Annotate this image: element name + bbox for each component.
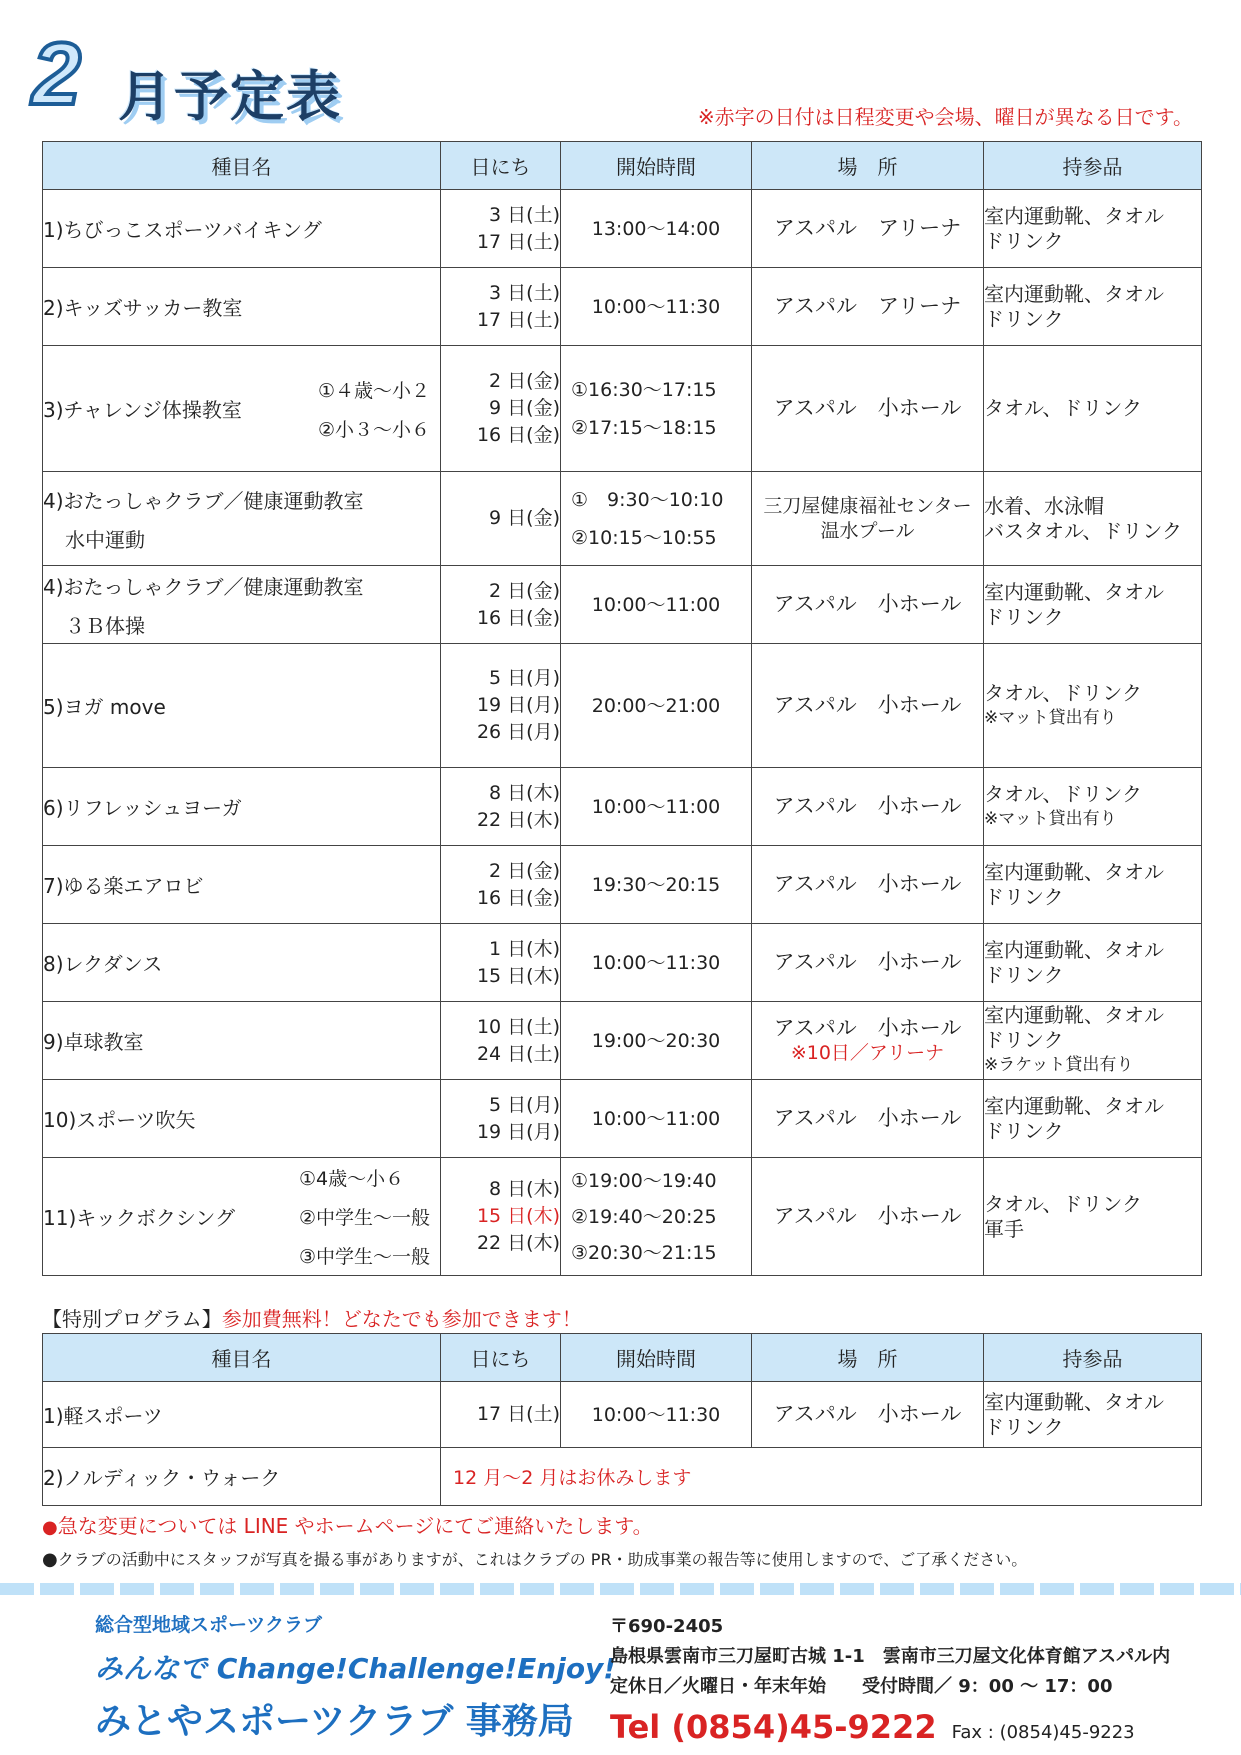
item-note: ※ラケット貸出有り bbox=[984, 1055, 1134, 1075]
date: 8 日(木) bbox=[489, 1178, 560, 1200]
items-cell bbox=[984, 1158, 1202, 1276]
date: 5 日(月) bbox=[489, 1093, 560, 1116]
item-note: ※マット貸出有り bbox=[984, 808, 1117, 829]
table-row bbox=[43, 566, 1202, 644]
items-cell bbox=[984, 472, 1202, 566]
dates-cell bbox=[441, 644, 561, 768]
time-slot: ②17:15～18:15 bbox=[571, 416, 717, 439]
postal-code: 〒690-2405 bbox=[610, 1616, 724, 1637]
table-row bbox=[43, 1080, 1202, 1158]
header-dates: 日にち bbox=[441, 142, 561, 190]
time-slot: ①19:00～19:40 bbox=[571, 1169, 717, 1192]
place-cell: アスパル アリーナ bbox=[752, 268, 984, 346]
date: 5 日(月) bbox=[489, 667, 560, 689]
dates-cell bbox=[441, 472, 561, 566]
time-cell: 19:30～20:15 bbox=[561, 846, 752, 924]
item-line: 室内運動靴、タオル bbox=[984, 1003, 1164, 1027]
time-cell bbox=[561, 346, 752, 472]
items-cell bbox=[984, 1382, 1202, 1448]
item-line: タオル、ドリンク bbox=[984, 680, 1142, 705]
age-group: ②中学生～一般 bbox=[298, 1207, 430, 1229]
dates-cell bbox=[441, 268, 561, 346]
bullet-icon: ● bbox=[42, 1549, 58, 1570]
dates-cell bbox=[441, 190, 561, 268]
item-line: バスタオル、ドリンク bbox=[984, 518, 1182, 543]
header-name: 種目名 bbox=[43, 1334, 441, 1382]
date: 15 日(木) bbox=[476, 964, 560, 987]
place-cell: アスパル 小ホール bbox=[752, 346, 984, 472]
club-type: 総合型地域スポーツクラブ bbox=[95, 1614, 323, 1636]
time-cell: 13:00～14:00 bbox=[561, 190, 752, 268]
items-cell bbox=[984, 268, 1202, 346]
place-line: 温水プール bbox=[820, 519, 915, 542]
program-name-cell bbox=[43, 1158, 441, 1276]
header-place: 場 所 bbox=[752, 1334, 984, 1382]
table-row bbox=[43, 268, 1202, 346]
note-photo-text: クラブの活動中にスタッフが写真を撮る事がありますが、これはクラブの PR・助成事業の報告等に使用しますので、ご了承ください。 bbox=[57, 1550, 1028, 1569]
table-row bbox=[43, 1448, 1202, 1506]
special-label-note: 参加費無料！どなたでも参加できます！ bbox=[221, 1307, 582, 1331]
time-cell: 10:00～11:00 bbox=[561, 566, 752, 644]
dates-cell bbox=[441, 1382, 561, 1448]
item-line: ドリンク bbox=[984, 604, 1064, 629]
time-cell: 10:00～11:30 bbox=[561, 924, 752, 1002]
table-row bbox=[43, 924, 1202, 1002]
time-slot: ① 9:30～10:10 bbox=[571, 488, 724, 511]
date: 2 日(金) bbox=[489, 859, 560, 882]
table-row bbox=[43, 190, 1202, 268]
table-row bbox=[43, 346, 1202, 472]
time-slot: ①16:30～17:15 bbox=[571, 378, 717, 401]
date: 19 日(月) bbox=[476, 694, 560, 716]
time-slot: ②19:40～20:25 bbox=[571, 1205, 717, 1228]
note-change-text: 急な変更については LINE やホームページにてご連絡いたします。 bbox=[57, 1514, 653, 1538]
date: 19 日(月) bbox=[476, 1120, 560, 1143]
program-name: 2)ノルディック・ウォーク bbox=[43, 1448, 441, 1506]
item-note: ※マット貸出有り bbox=[984, 707, 1117, 728]
place-cell bbox=[752, 472, 984, 566]
dates-cell bbox=[441, 346, 561, 472]
date: 3 日(土) bbox=[489, 281, 560, 304]
item-line: タオル、ドリンク bbox=[984, 781, 1142, 806]
place-cell: アスパル 小ホール bbox=[752, 566, 984, 644]
time-cell: 10:00～11:00 bbox=[561, 1080, 752, 1158]
time-cell bbox=[561, 472, 752, 566]
place-line: 三刀屋健康福祉センター bbox=[763, 494, 972, 517]
date: 17 日(土) bbox=[476, 230, 560, 253]
header-items: 持参品 bbox=[984, 1334, 1202, 1382]
place-cell: アスパル 小ホール bbox=[752, 768, 984, 846]
date: 3 日(土) bbox=[489, 203, 560, 226]
program-name-cell bbox=[43, 566, 441, 644]
date: 16 日(金) bbox=[476, 606, 560, 629]
header-dates: 日にち bbox=[441, 1334, 561, 1382]
title-month-number: 2 bbox=[32, 24, 81, 123]
date: 24 日(土) bbox=[476, 1042, 560, 1065]
page-title: 月予定表 bbox=[118, 65, 342, 128]
program-note: 12 月～2 月はお休みします bbox=[441, 1448, 1202, 1506]
special-label-title: 【特別プログラム】 bbox=[42, 1307, 222, 1331]
special-program-table bbox=[42, 1333, 1202, 1506]
slogan: みんなで Change!Challenge!Enjoy! bbox=[95, 1652, 617, 1685]
item-line: タオル、ドリンク bbox=[984, 1191, 1142, 1216]
program-name: 7)ゆる楽エアロビ bbox=[43, 846, 441, 924]
item-line: ドリンク bbox=[984, 306, 1064, 331]
address: 島根県雲南市三刀屋町古城 1-1 雲南市三刀屋文化体育館アスパル内 bbox=[610, 1646, 1171, 1667]
program-name: 6)リフレッシュヨーガ bbox=[43, 768, 441, 846]
office-name: みとやスポーツクラブ 事務局 bbox=[95, 1701, 574, 1742]
table-row bbox=[43, 846, 1202, 924]
place-cell: アスパル 小ホール bbox=[752, 924, 984, 1002]
table-row bbox=[43, 644, 1202, 768]
date: 17 日(土) bbox=[476, 1403, 560, 1425]
program-name: 1)軽スポーツ bbox=[43, 1382, 441, 1448]
item-line: 水着、水泳帽 bbox=[984, 493, 1104, 518]
time-cell: 20:00～21:00 bbox=[561, 644, 752, 768]
date-changed: 15 日(木) bbox=[476, 1205, 560, 1227]
place-cell: アスパル 小ホール bbox=[752, 846, 984, 924]
date: 8 日(木) bbox=[489, 781, 560, 804]
items-cell bbox=[984, 768, 1202, 846]
item-line: 室内運動靴、タオル bbox=[984, 937, 1164, 962]
item-line: ドリンク bbox=[984, 884, 1064, 909]
program-name: 8)レクダンス bbox=[43, 924, 441, 1002]
place-cell: アスパル アリーナ bbox=[752, 190, 984, 268]
dates-cell bbox=[441, 924, 561, 1002]
item-line: ドリンク bbox=[984, 962, 1064, 987]
date: 22 日(木) bbox=[476, 808, 560, 831]
time-cell: 10:00～11:30 bbox=[561, 1382, 752, 1448]
item-line: 室内運動靴、タオル bbox=[984, 1389, 1164, 1414]
time-slot: ③20:30～21:15 bbox=[571, 1241, 717, 1264]
program-name: 5)ヨガ move bbox=[43, 644, 441, 768]
table-row bbox=[43, 472, 1202, 566]
dates-cell bbox=[441, 566, 561, 644]
time-cell: 10:00～11:30 bbox=[561, 268, 752, 346]
items-cell bbox=[984, 190, 1202, 268]
header-time: 開始時間 bbox=[561, 1334, 752, 1382]
dates-cell bbox=[441, 768, 561, 846]
program-name: 9)卓球教室 bbox=[43, 1002, 441, 1080]
program-name: 4)おたっしゃクラブ／健康運動教室 bbox=[43, 574, 364, 599]
note-photo bbox=[42, 1547, 1027, 1570]
item-line: ドリンク bbox=[984, 1028, 1064, 1052]
date: 9 日(金) bbox=[489, 397, 560, 419]
table-row bbox=[43, 1382, 1202, 1448]
notes bbox=[42, 1510, 1027, 1570]
dates-cell bbox=[441, 1080, 561, 1158]
program-name: 3)チャレンジ体操教室 bbox=[43, 398, 242, 422]
age-groups bbox=[318, 376, 430, 442]
age-groups bbox=[299, 1164, 430, 1269]
date: 26 日(月) bbox=[476, 721, 560, 743]
item-line: 軍手 bbox=[984, 1216, 1024, 1241]
header-name: 種目名 bbox=[43, 142, 441, 190]
table-row bbox=[43, 768, 1202, 846]
date: 10 日(土) bbox=[476, 1015, 560, 1038]
program-name: 2)キッズサッカー教室 bbox=[43, 268, 441, 346]
item-line: ドリンク bbox=[984, 1118, 1064, 1143]
date: 16 日(金) bbox=[476, 424, 560, 446]
time-cell bbox=[561, 1158, 752, 1276]
date: 9 日(金) bbox=[489, 507, 560, 529]
date: 16 日(金) bbox=[476, 886, 560, 909]
time-cell: 19:00～20:30 bbox=[561, 1002, 752, 1080]
place-cell: アスパル 小ホール bbox=[752, 1382, 984, 1448]
program-name: 10)スポーツ吹矢 bbox=[43, 1080, 441, 1158]
program-name: 11)キックボクシング bbox=[43, 1206, 235, 1230]
date: 2 日(金) bbox=[489, 579, 560, 602]
items-cell bbox=[984, 1080, 1202, 1158]
dates-cell bbox=[441, 1158, 561, 1276]
dates-cell bbox=[441, 846, 561, 924]
header-time: 開始時間 bbox=[561, 142, 752, 190]
place-cell: アスパル 小ホール bbox=[752, 644, 984, 768]
items-cell bbox=[984, 566, 1202, 644]
age-group: ①４歳～小２ bbox=[317, 379, 430, 402]
header-items: 持参品 bbox=[984, 142, 1202, 190]
business-hours: 定休日／火曜日・年末年始 受付時間／ 9：00 ～ 17：00 bbox=[610, 1676, 1113, 1697]
item-line: 室内運動靴、タオル bbox=[984, 281, 1164, 306]
footer-divider bbox=[0, 1583, 1241, 1595]
age-group: ①4歳～小６ bbox=[298, 1168, 405, 1190]
items-cell bbox=[984, 644, 1202, 768]
program-name: 4)おたっしゃクラブ／健康運動教室 bbox=[43, 488, 364, 513]
schedule-table bbox=[42, 141, 1202, 1276]
phone-number: Tel (0854)45-9222 bbox=[610, 1708, 937, 1746]
item-line: ドリンク bbox=[984, 1414, 1064, 1439]
program-subname: ３Ｂ体操 bbox=[65, 613, 145, 638]
time-slot: ②10:15～10:55 bbox=[571, 526, 717, 549]
header-note: ※赤字の日付は日程変更や会場、曜日が異なる日です。 bbox=[697, 105, 1193, 129]
items-cell bbox=[984, 924, 1202, 1002]
place-cell: アスパル 小ホール bbox=[752, 1080, 984, 1158]
place-cell: アスパル 小ホール bbox=[752, 1158, 984, 1276]
place-cell bbox=[752, 1002, 984, 1080]
special-program-label bbox=[42, 1303, 582, 1332]
item-line: 室内運動靴、タオル bbox=[984, 859, 1164, 884]
program-subname: 水中運動 bbox=[65, 527, 145, 552]
footer-contact bbox=[610, 1612, 1170, 1746]
dates-cell bbox=[441, 1002, 561, 1080]
time-cell: 10:00～11:00 bbox=[561, 768, 752, 846]
items-cell bbox=[984, 846, 1202, 924]
fax-number: Fax : (0854)45-9223 bbox=[951, 1722, 1135, 1743]
table-row bbox=[43, 1002, 1202, 1080]
header-place: 場 所 bbox=[752, 142, 984, 190]
place-note: ※10日／アリーナ bbox=[790, 1041, 945, 1064]
item-line: 室内運動靴、タオル bbox=[984, 579, 1164, 604]
date: 2 日(金) bbox=[489, 370, 560, 392]
place-line: アスパル 小ホール bbox=[773, 1015, 962, 1040]
date: 1 日(木) bbox=[489, 937, 560, 960]
age-group: ③中学生～一般 bbox=[298, 1246, 430, 1268]
age-group: ②小３～小６ bbox=[317, 418, 430, 441]
date: 17 日(土) bbox=[476, 308, 560, 331]
program-name-cell bbox=[43, 346, 441, 472]
item-line: 室内運動靴、タオル bbox=[984, 1093, 1164, 1118]
table-row bbox=[43, 1158, 1202, 1276]
item-line: 室内運動靴、タオル bbox=[984, 203, 1164, 228]
program-name: 1)ちびっこスポーツバイキング bbox=[43, 190, 441, 268]
program-name-cell bbox=[43, 472, 441, 566]
items-cell: タオル、ドリンク bbox=[984, 346, 1202, 472]
footer-brand bbox=[95, 1610, 616, 1744]
date: 22 日(木) bbox=[476, 1232, 560, 1254]
items-cell bbox=[984, 1002, 1202, 1080]
note-change bbox=[42, 1510, 1027, 1539]
bullet-icon: ● bbox=[42, 1517, 58, 1538]
item-line: ドリンク bbox=[984, 228, 1064, 253]
